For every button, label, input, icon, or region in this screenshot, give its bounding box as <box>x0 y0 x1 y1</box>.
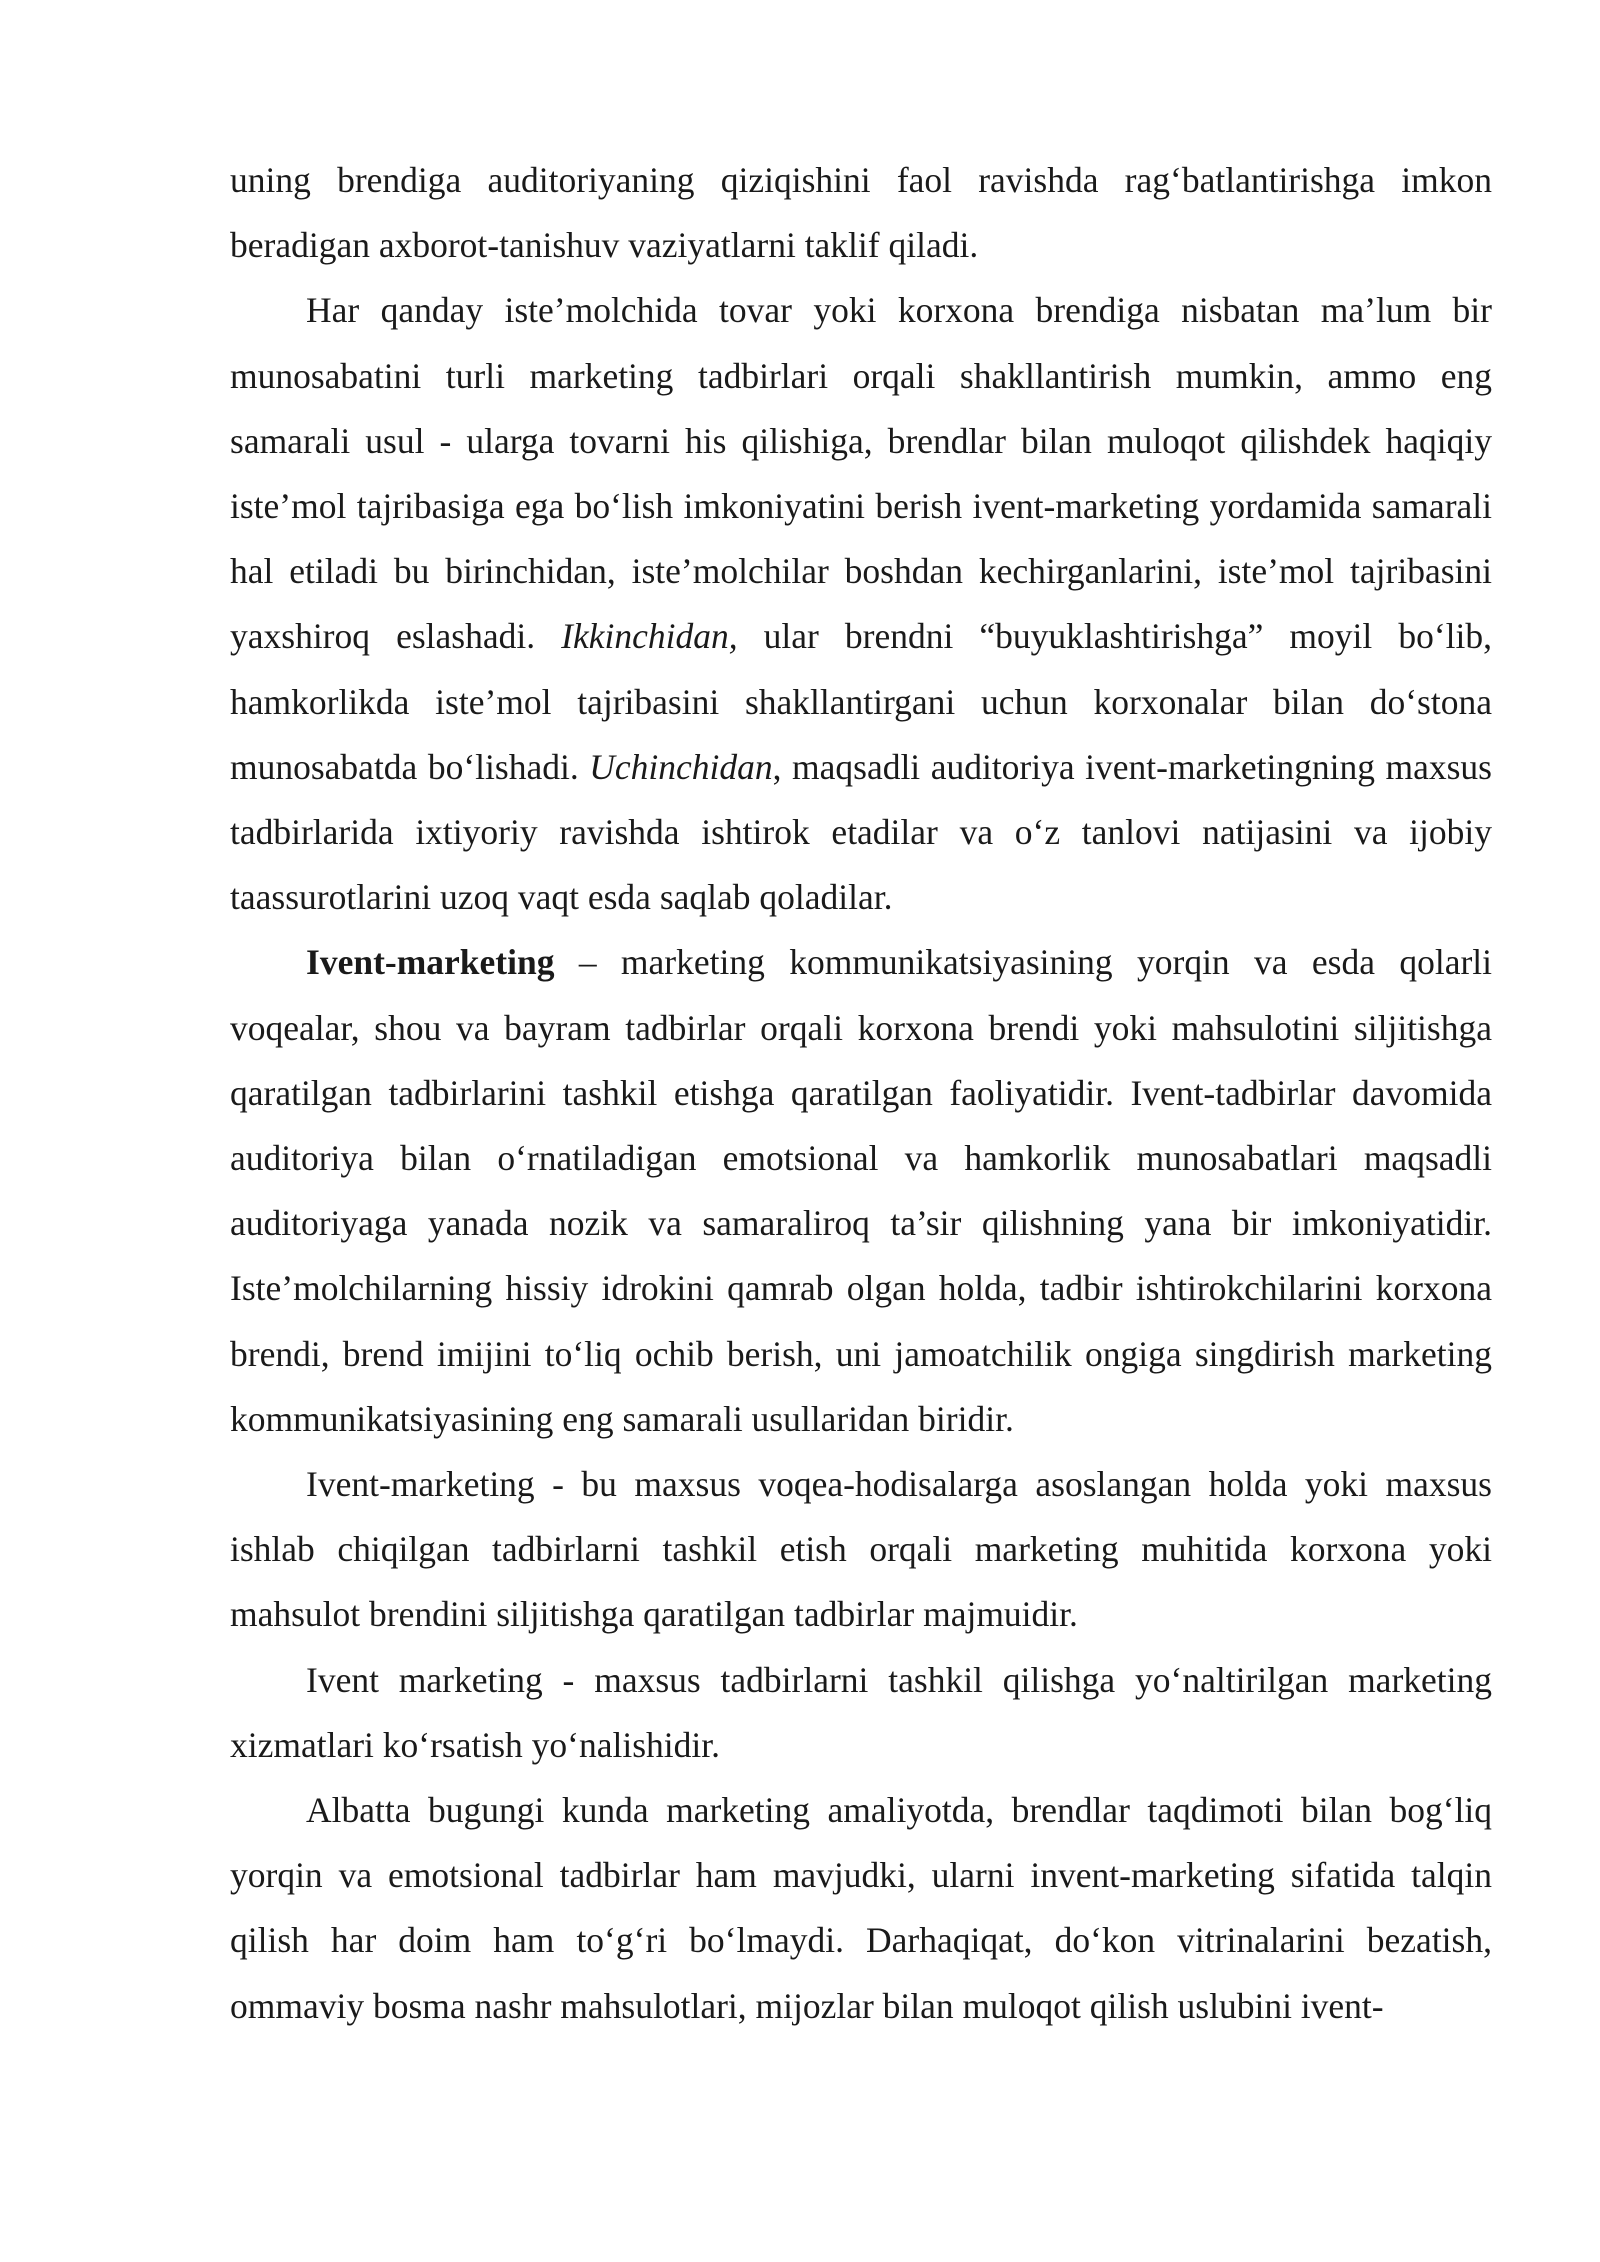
paragraph-text: ular brendni “buyuklashtirishga” moyil bo‘lib, hamkorlikda iste’mol tajribasini shakllantirgani uchun korxonalar bilan do‘stona munosabatda bo‘lishadi. <box>230 616 1492 787</box>
paragraph-text: uning brendiga auditoriyaning qiziqishini faol ravishda rag‘batlantirishga imkon beradigan axborot-tanishuv vaziyatlarni taklif qiladi. <box>230 160 1492 266</box>
emphasis-second: Ikkinchidan, <box>561 616 738 657</box>
paragraph-definition-3 <box>230 1648 1492 1778</box>
paragraph-continuation <box>230 148 1492 278</box>
body-text <box>230 148 1492 2039</box>
emphasis-third: Uchinchidan <box>589 746 773 787</box>
paragraph-text: Albatta bugungi kunda marketing amaliyotda, brendlar taqdimoti bilan bog‘liq yorqin va emotsional tadbirlar ham mavjudki, ularni invent-marketing sifatida talqin qilish har doim ham to‘g‘ri bo‘lmaydi. Darhaqiqat, do‘kon vitrinalarini bezatish, ommaviy bosma nashr mahsulotlari, mijozlar bilan muloqot qilish uslubini ivent- <box>230 1790 1492 2026</box>
paragraph-text: Ivent-marketing - bu maxsus voqea-hodisalarga asoslangan holda yoki maxsus ishlab chiqilgan tadbirlarni tashkil etish orqali marketing muhitida korxona yoki mahsulot brendini siljitishga qaratilgan tadbirlar majmuidir. <box>230 1464 1492 1635</box>
paragraph-text: – marketing kommunikatsiyasining yorqin va esda qolarli voqealar, shou va bayram tadbirlar orqali korxona brendi yoki mahsulotini siljitishga qaratilgan tadbirlarini tashkil etishga qaratilgan faoliyatidir. Ivent-tadbirlar davomida auditoriya bilan o‘rnatiladigan emotsional va hamkorlik munosabatlari maqsadli auditoriyaga yanada nozik va samaraliroq ta’sir qilishning yana bir imkoniyatidir. Iste’molchilarning hissiy idrokini qamrab olgan holda, tadbir ishtirokchilarini korxona brendi, brend imijini to‘liq ochib berish, uni jamoatchilik ongiga singdirish marketing kommunikatsiyasining eng samarali usullaridan biridir. <box>230 942 1492 1439</box>
paragraph-definition-2 <box>230 1452 1492 1648</box>
paragraph-text: Har qanday iste’molchida tovar yoki korxona brendiga nisbatan ma’lum bir munosabatini turli marketing tadbirlari orqali shakllantirish mumkin, ammo eng samarali usul - ularga tovarni his qilishiga, brendlar bilan muloqot qilishdek haqiqiy iste’mol tajribasiga ega bo‘lish imkoniyatini berish ivent-marketing yordamida samarali hal etiladi bu birinchidan, iste’molchilar boshdan kechirganlarini, iste’mol tajribasini yaxshiroq eslashadi. <box>230 290 1492 657</box>
term-heading: Ivent-marketing <box>306 942 555 983</box>
paragraph-text: , maqsadli auditoriya ivent-marketingning maxsus tadbirlarida ixtiyoriy ravishda ishtirok etadilar va o‘z tanlovi natijasini va ijobiy taassurotlarini uzoq vaqt esda saqlab qoladilar. <box>230 746 1493 918</box>
paragraph-practice <box>230 1778 1492 2039</box>
paragraph-consumer-experience <box>230 278 1492 930</box>
paragraph-text: Ivent marketing - maxsus tadbirlarni tashkil qilishga yo‘naltirilgan marketing xizmatlari ko‘rsatish yo‘nalishidir. <box>230 1659 1492 1765</box>
paragraph-definition <box>230 930 1492 1452</box>
